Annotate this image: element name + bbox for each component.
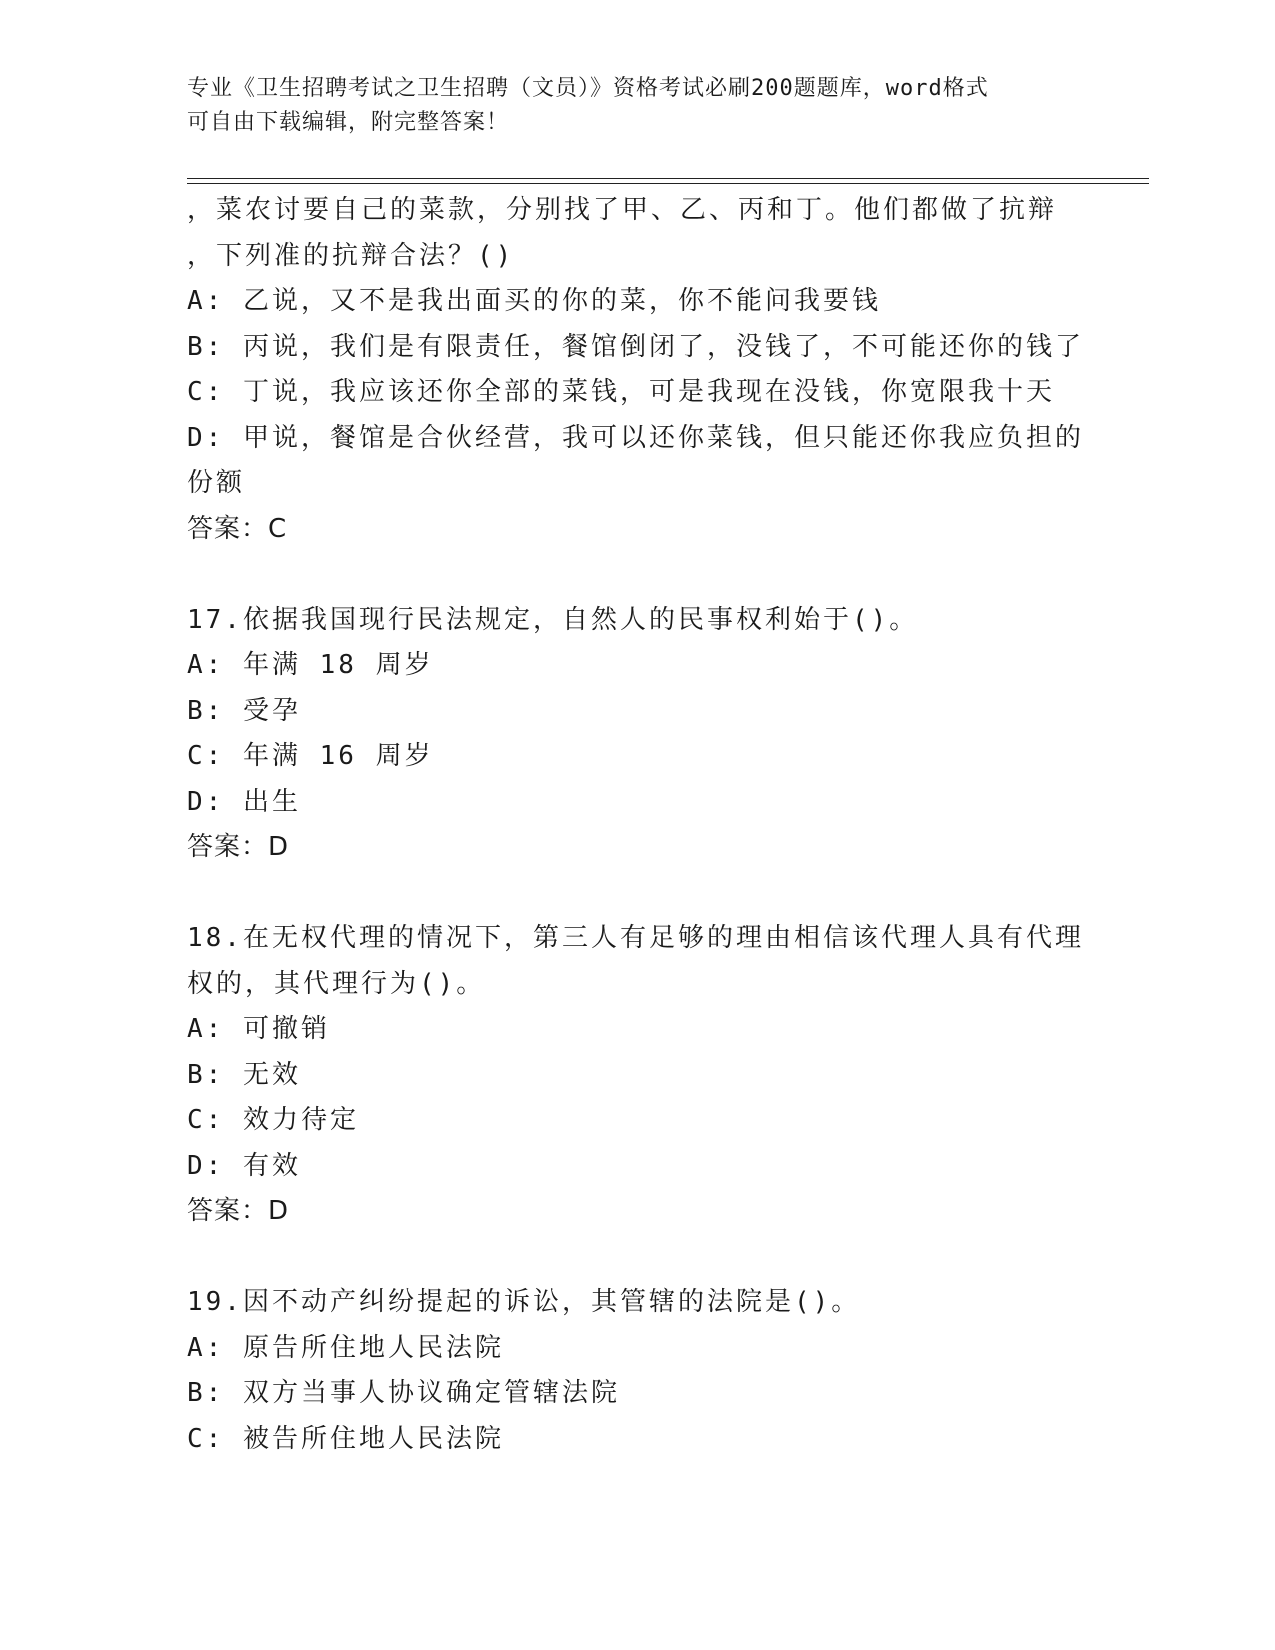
- answer: 答案：D: [187, 1196, 290, 1226]
- question-19: [187, 1280, 1087, 1462]
- answer: 答案：D: [187, 832, 290, 862]
- header-title-line-1: 专业《卫生招聘考试之卫生招聘（文员）》资格考试必刷200题题库，word格式: [187, 76, 989, 101]
- answer: 答案：C: [187, 513, 288, 544]
- spacer: [187, 1235, 1087, 1281]
- question-stem-line: 权的，其代理行为()。: [187, 968, 486, 999]
- option-a: A: 可撤销: [187, 1014, 330, 1044]
- option-d: D: 出生: [187, 786, 301, 817]
- option-b: B: 丙说，我们是有限责任，餐馆倒闭了，没钱了，不可能还你的钱了: [187, 331, 1084, 362]
- option-b: B: 双方当事人协议确定管辖法院: [187, 1378, 620, 1408]
- option-c: C: 效力待定: [187, 1105, 359, 1135]
- question-16: [187, 188, 1087, 552]
- option-a: A: 原告所住地人民法院: [187, 1332, 504, 1363]
- option-a: A: 乙说，又不是我出面买的你的菜，你不能问我要钱: [187, 286, 881, 316]
- option-b: B: 受孕: [187, 695, 301, 726]
- question-17: [187, 598, 1087, 871]
- option-c: C: 被告所住地人民法院: [187, 1423, 504, 1454]
- option-c: C: 年满 16 周岁: [187, 741, 434, 771]
- option-c: C: 丁说，我应该还你全部的菜钱，可是我现在没钱，你宽限我十天: [187, 377, 1055, 407]
- spacer: [187, 552, 1087, 598]
- option-d: D: 有效: [187, 1150, 301, 1181]
- question-18: [187, 916, 1087, 1235]
- header-divider-bottom: [187, 183, 1149, 184]
- question-stem-line: ，菜农讨要自己的菜款，分别找了甲、乙、丙和丁。他们都做了抗辩: [187, 195, 1058, 225]
- question-list: [187, 188, 1087, 1462]
- document-header: [187, 72, 1067, 140]
- question-stem-line: 18.在无权代理的情况下，第三人有足够的理由相信该代理人具有代理: [187, 923, 1084, 953]
- option-a: A: 年满 18 周岁: [187, 650, 434, 680]
- header-title-line-2: 可自由下载编辑，附完整答案！: [187, 110, 510, 135]
- question-stem-line: ，下列准的抗辩合法？(): [187, 240, 515, 271]
- option-d: D: 甲说，餐馆是合伙经营，我可以还你菜钱，但只能还你我应负担的: [187, 422, 1084, 453]
- question-stem: 17.依据我国现行民法规定，自然人的民事权利始于()。: [187, 604, 919, 635]
- header-divider-top: [187, 178, 1149, 179]
- option-b: B: 无效: [187, 1059, 301, 1090]
- spacer: [187, 871, 1087, 917]
- question-stem: 19.因不动产纠纷提起的诉讼，其管辖的法院是()。: [187, 1287, 861, 1317]
- option-d-continuation: 份额: [187, 468, 246, 498]
